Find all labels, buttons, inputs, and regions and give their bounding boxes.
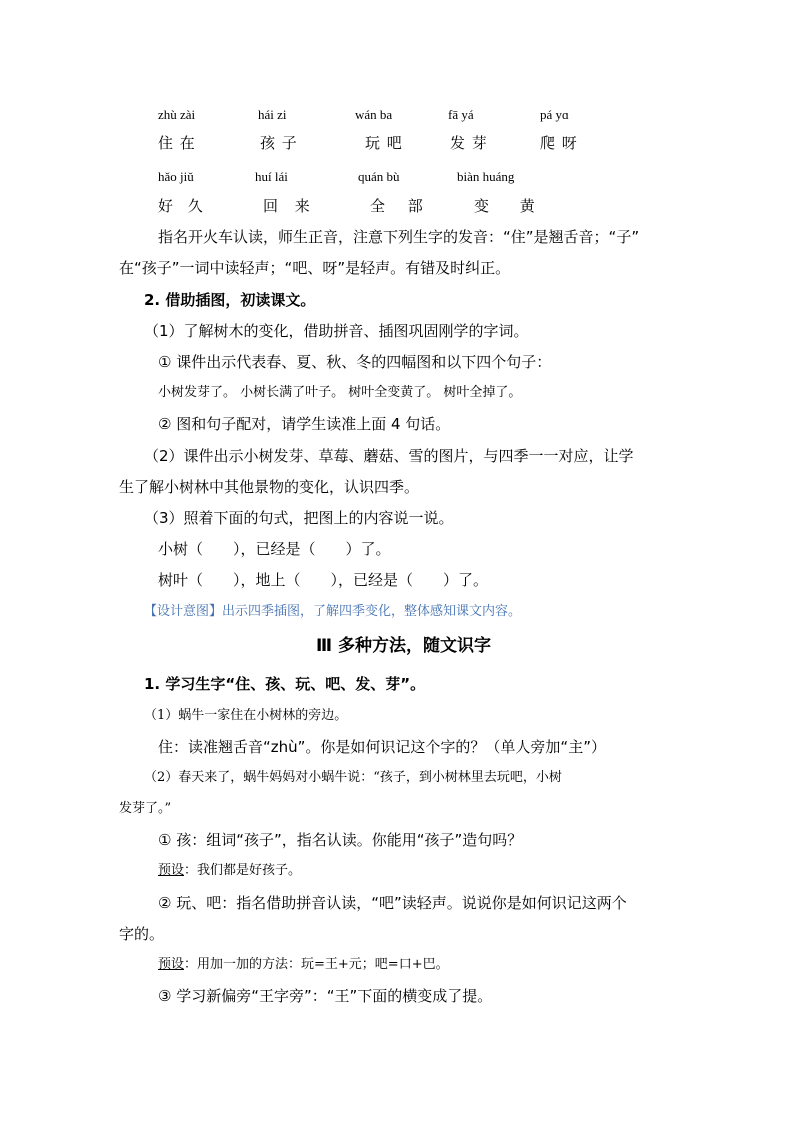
- item-1-1: ① 课件出示代表春、夏、秋、冬的四幅图和以下四个句子：: [158, 353, 552, 371]
- pinyin-paya: pá yɑ: [540, 107, 569, 122]
- sentence-2-line1: （2）春天来了，蜗牛妈妈对小蜗牛说：“孩子，到小树林里去玩吧，小树: [144, 770, 562, 785]
- chars-quanbu: 全 部: [370, 197, 424, 215]
- char-hai-note: ① 孩：组词“孩子”，指名认读。你能用“孩子”造句吗？: [158, 831, 523, 849]
- preset-2-text: ：用加一加的方法：玩=王+元；吧=口+巴。: [184, 957, 449, 972]
- preset-label: 预设: [158, 863, 185, 878]
- pinyin-huilai: huí lái: [255, 169, 288, 184]
- sentence-1: （1）蜗牛一家住在小树林的旁边。: [144, 708, 348, 723]
- chars-wanba: 玩 吧: [365, 134, 403, 152]
- pinyin-zhuzai: zhù zài: [158, 107, 196, 122]
- section-title: Ⅲ 多种方法，随文识字: [316, 636, 491, 656]
- item-3: （3）照着下面的句式，把图上的内容说一说。: [144, 509, 454, 527]
- item-1: （1）了解树木的变化，借助拼音、插图巩固刚学的字词。: [144, 322, 529, 340]
- para-correct-pronunciation-1: 指名开火车认读，师生正音，注意下列生字的发音：“住”是翘舌音；“子”: [158, 228, 640, 246]
- item-2-line2: 生了解小树林中其他景物的变化，认识四季。: [119, 478, 420, 496]
- step-1-heading: 1. 学习生字“住、孩、玩、吧、发、芽”。: [144, 675, 426, 693]
- pinyin-quanbu: quán bù: [358, 169, 400, 184]
- item-1-2: ② 图和句子配对，请学生读准上面 4 句话。: [158, 415, 451, 433]
- chars-haojiu: 好 久: [158, 197, 204, 215]
- item-2-line1: （2）课件出示小树发芽、草莓、蘑菇、雪的图片，与四季一一对应，让学: [144, 447, 634, 465]
- sentence-2-line2: 发芽了。”: [119, 801, 172, 816]
- radical-wang-note: ③ 学习新偏旁“王字旁”：“王”下面的横变成了提。: [158, 987, 493, 1005]
- chars-haizi: 孩 子: [260, 134, 298, 152]
- chars-huilai: 回 来: [263, 197, 311, 215]
- preset-1-text: ：我们都是好孩子。: [184, 863, 302, 878]
- step-2-heading: 2. 借助插图，初读课文。: [144, 291, 316, 309]
- preset-2: [158, 955, 449, 975]
- sentence-pattern-1: 小树（ ），已经是（ ）了。: [158, 540, 391, 558]
- pinyin-haojiu: hǎo jiǔ: [158, 169, 194, 184]
- preset-label: 预设: [158, 957, 185, 972]
- chars-faya: 发 芽: [450, 134, 488, 152]
- char-zhu-note: 住：读准翘舌音“zhù”。你是如何识记这个字的？（单人旁加“主”）: [158, 738, 606, 756]
- pinyin-wanba: wán ba: [355, 107, 393, 122]
- char-wan-ba-note-2: 字的。: [119, 925, 165, 943]
- pinyin-haizi: hái zi: [258, 107, 287, 122]
- chars-bianhuang: 变 黄: [474, 197, 536, 215]
- chars-paya: 爬 呀: [540, 134, 578, 152]
- sentence-pattern-2: 树叶（ ），地上（ ），已经是（ ）了。: [158, 571, 489, 589]
- season-sentences: 小树发芽了。 小树长满了叶子。 树叶全变黄了。 树叶全掉了。: [158, 385, 522, 400]
- chars-zhuzai: 住 在: [158, 134, 196, 152]
- pinyin-faya: fā yá: [448, 107, 474, 122]
- pinyin-bianhuang: biàn huáng: [457, 169, 515, 184]
- char-wan-ba-note-1: ② 玩、吧：指名借助拼音认读，“吧”读轻声。说说你是如何识记这两个: [158, 894, 627, 912]
- para-correct-pronunciation-2: 在“孩子”一词中读轻声；“吧、呀”是轻声。有错及时纠正。: [119, 259, 511, 277]
- design-intent-note: 【设计意图】出示四季插图，了解四季变化，整体感知课文内容。: [144, 604, 522, 619]
- preset-1: [158, 861, 301, 881]
